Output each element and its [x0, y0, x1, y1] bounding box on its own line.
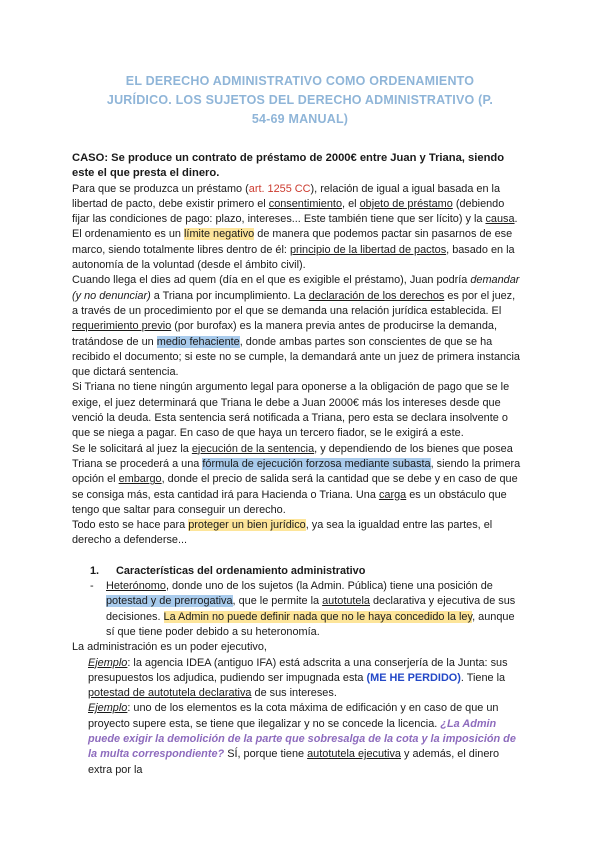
term-demandar: demandar (y no denunciar) [72, 274, 520, 302]
list-item-text [106, 579, 524, 640]
term-requerimiento: requerimiento previo [72, 320, 172, 333]
question-demolicion: ¿La Admin puede exigir la demolición de la parte que sobresalga de la cota y la imposición de la multa correspondiente? [88, 717, 516, 761]
article-reference: art. 1255 CC [248, 182, 311, 195]
section-number: 1. [90, 564, 100, 577]
highlight-medio: medio fehaciente [156, 335, 240, 348]
section-label: Características del ordenamiento administrativo [116, 564, 366, 577]
term-consentimiento: consentimiento [268, 197, 343, 210]
text: Todo esto se hace para [72, 519, 189, 532]
text: , aunque sí que tiene poder debido a su heteronomía. [106, 610, 515, 638]
text: : uno de los elementos es la cota máxima de edificación y en caso de que un proyecto supere esta, se tiene que ilegalizar y no se concede la licencia. [88, 702, 499, 730]
term-objeto: objeto de préstamo [359, 197, 453, 210]
text: de sus intereses. [251, 687, 337, 700]
paragraph-demanda [72, 273, 524, 380]
text: , donde ambas partes son conscientes de que se ha recibido el documento; si este no se cumple, la demandará ante un juez de primera instancia que dictará sentencia. [72, 335, 520, 379]
highlight-formula: fórmula de ejecución forzosa mediante subasta [202, 457, 431, 470]
text: . El ordenamiento es un [72, 213, 518, 241]
term-heteronomo: Heterónomo [106, 580, 166, 593]
text: Se le solicitará al juez la [72, 442, 192, 455]
text: , que le permite la [232, 595, 323, 608]
text: Para que se produzca un préstamo ( [72, 182, 249, 195]
term-carga: carga [378, 488, 407, 501]
text: es un obstáculo que tengo que saltar para conseguir un derecho. [72, 488, 507, 516]
list-item-heteronomo [72, 579, 524, 640]
text: a Triana por incumplimiento. La [150, 289, 309, 302]
text: , el [342, 197, 360, 210]
text: Cuando llega el dies ad quem (día en el que es exigible el préstamo), Juan podría [72, 274, 471, 287]
text: de manera que podemos pactar sin pasarnos de ese marco, siendo totalmente libres dentro de él: [72, 228, 513, 256]
text: , donde uno de los sujetos (la Admin. Pública) tiene una posición de [165, 580, 493, 593]
title-line-2: JURÍDICO. LOS SUJETOS DEL DERECHO ADMINISTRATIVO (P. [106, 93, 494, 107]
text: es por el juez, a través de un procedimiento por el que se demanda una relación jurídica establecida. El [72, 289, 516, 317]
highlight-admin: La Admin no puede definir nada que no le haya concedido la ley [163, 610, 473, 623]
text: . Tiene la [460, 671, 506, 684]
text: , y dependiendo de los bienes que posea Triana se procederá a una [72, 442, 513, 470]
section-heading-1 [72, 564, 524, 579]
bullet-dash: - [90, 580, 94, 593]
text: y además, el dinero extra por la [88, 748, 500, 776]
text: ), relación de igual a igual basada en la libertad de pacto, debe existir primero el [72, 182, 501, 210]
highlight-proteger: proteger un bien jurídico [188, 519, 306, 532]
note-perdido: (ME HE PERDIDO) [366, 671, 461, 684]
term-ejecucion: ejecución de la sentencia [191, 442, 315, 455]
text: (por burofax) es la manera previa antes de producirse la demanda, tratándose de un [72, 320, 497, 348]
term-potestad-autotutela: potestad de autotutela declarativa [88, 687, 252, 700]
case-heading: CASO: Se produce un contrato de préstamo de 2000€ entre Juan y Triana, siendo este el que presta el dinero. [72, 152, 505, 180]
paragraph-sentencia: Si Triana no tiene ningún argumento legal para oponerse a la obligación de pago que se le exige, el juez determinará que Triana le debe a Juan 2000€ más los intereses desde que venció la deuda. Esta sentencia será notificada a Triana, pero esta se declara insolvente o que se niega a pagar. En caso de que haya un tercero fiador, se le exigirá a este. [72, 381, 510, 440]
text: SÍ, porque tiene [224, 748, 308, 761]
paragraph-bien-juridico [72, 518, 524, 549]
highlight-potestad: potestad y de prerrogativa [106, 595, 233, 608]
text: : la agencia IDEA (antiguo IFA) está adscrita a una conserjería de la Junta: sus presupuestos los adjudica, pudiendo ser impugnada esta [88, 656, 508, 684]
paragraph-ejecucion [72, 442, 524, 518]
term-principio: principio de la libertad de pactos [289, 243, 447, 256]
term-causa: causa [485, 213, 515, 226]
term-autotutela: autotutela [322, 595, 370, 608]
term-embargo: embargo [118, 473, 162, 486]
example-cota [72, 701, 524, 777]
text: (debiendo fijar las condiciones de pago: plazo, intereses... Este también tiene que ser lícito) y la [72, 197, 505, 226]
example-label: Ejemplo [88, 702, 128, 715]
paragraph-prestamo [72, 182, 524, 274]
paragraph-poder-ejecutivo: La administración es un poder ejecutivo, [72, 641, 267, 654]
highlight-limite: límite negativo [184, 228, 255, 241]
term-declaracion: declaración de los derechos [308, 289, 445, 302]
text: declarativa y ejecutiva de sus decisiones. [106, 595, 516, 623]
text: , ya sea la igualdad entre las partes, el derecho a defenderse... [72, 519, 493, 547]
text: , siendo la primera opción el [72, 457, 521, 486]
example-idea [72, 656, 524, 702]
text: , basado en la autonomía de la voluntad (desde el ámbito civil). [72, 243, 515, 272]
document-body [72, 151, 524, 778]
title-line-1: EL DERECHO ADMINISTRATIVO COMO ORDENAMIENTO [125, 74, 475, 88]
document-title [60, 72, 540, 129]
term-autotutela-ejecutiva: autotutela ejecutiva [307, 748, 401, 761]
example-label: Ejemplo [88, 656, 128, 669]
title-line-3: 54-69 MANUAL) [251, 112, 349, 126]
text: , donde el precio de salida será la cantidad que se debe y en caso de que se consiga más, esta cantidad irá para Hacienda o Triana. Una [72, 473, 518, 501]
